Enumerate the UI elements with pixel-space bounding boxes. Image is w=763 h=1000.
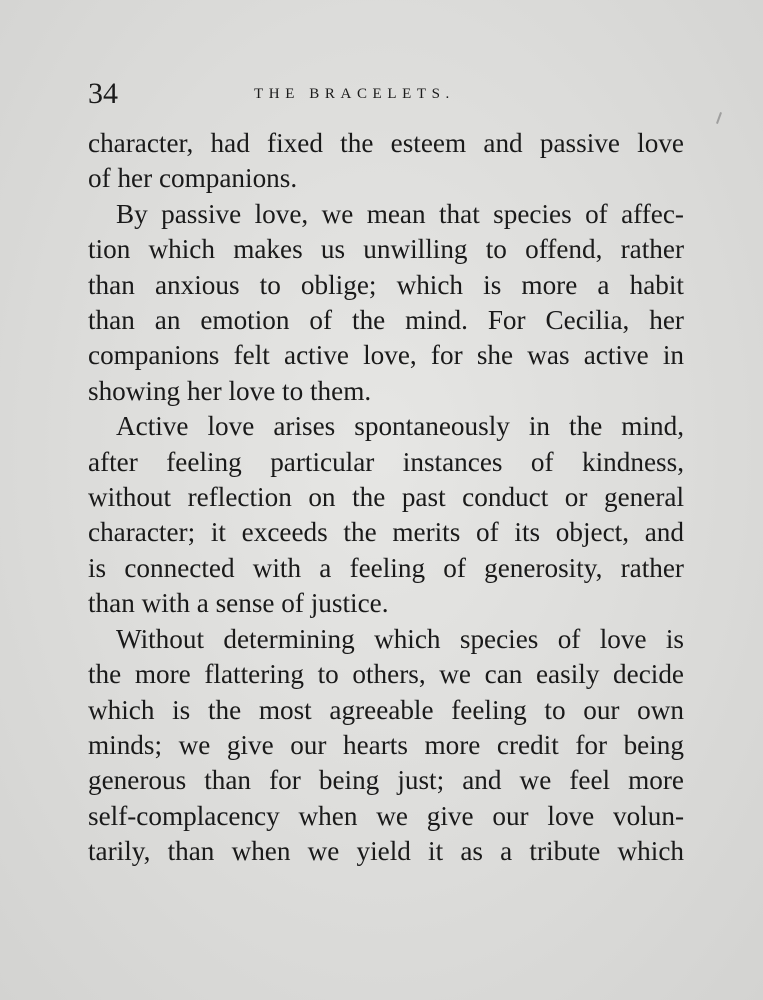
text-line: the more flattering to others, we can easily decide (88, 659, 684, 690)
body-text (88, 126, 684, 870)
text-line: character; it exceeds the merits of its object, and (88, 517, 684, 548)
page-number: 34 (88, 77, 118, 110)
paragraph (88, 197, 684, 409)
text-line: than anxious to oblige; which is more a habit (88, 269, 684, 300)
text-line: By passive love, we mean that species of affec- (116, 198, 684, 229)
paragraph (88, 126, 684, 197)
page-header (88, 76, 683, 116)
text-line: Without determining which species of love is (116, 623, 684, 654)
text-line: minds; we give our hearts more credit for being (88, 729, 684, 760)
running-title: THE BRACELETS. (254, 86, 455, 102)
text-line: is connected with a feeling of generosity, rather (88, 552, 684, 583)
text-line: than an emotion of the mind. For Cecilia, her (88, 305, 684, 336)
text-line: after feeling particular instances of kindness, (88, 446, 684, 477)
text-line: tion which makes us unwilling to offend, rather (88, 234, 684, 265)
text-line: character, had fixed the esteem and passive love (88, 128, 684, 158)
paragraph (88, 622, 684, 870)
text-line: tarily, than when we yield it as a tribute which (88, 836, 684, 867)
text-line: companions felt active love, for she was active in (88, 340, 684, 371)
text-line: Active love arises spontaneously in the mind, (116, 411, 684, 442)
paragraph (88, 409, 684, 621)
text-line: than with a sense of justice. (88, 588, 389, 619)
text-line: which is the most agreeable feeling to our own (88, 694, 684, 725)
paper-speck (716, 112, 722, 124)
text-line: generous than for being just; and we feel more (88, 765, 684, 796)
text-line: self-complacency when we give our love volun- (88, 800, 684, 831)
text-line: showing her love to them. (88, 375, 372, 406)
text-line: without reflection on the past conduct or general (88, 482, 684, 513)
text-line: of her companions. (88, 163, 298, 194)
